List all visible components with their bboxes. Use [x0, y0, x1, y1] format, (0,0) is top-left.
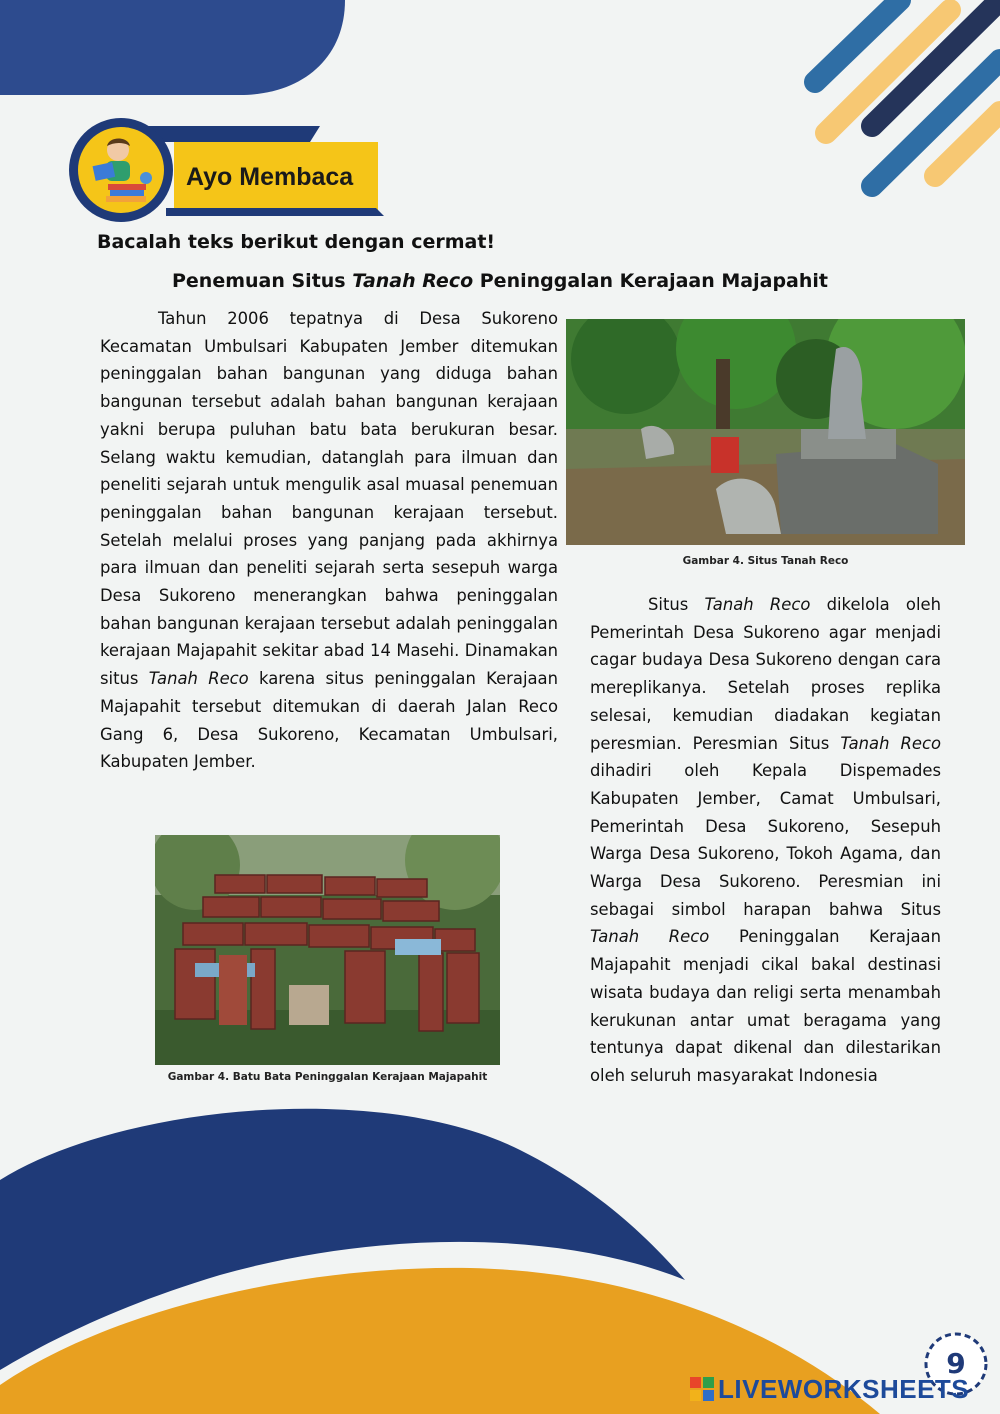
bricks-photo-caption: Gambar 4. Batu Bata Peninggalan Kerajaan Majapahit [167, 1071, 488, 1083]
top-left-wave-shape [0, 0, 345, 95]
site-photo-tanah-reco [566, 319, 965, 545]
badge-title: Ayo Membaca [186, 163, 354, 191]
liveworksheets-logo-icon [690, 1377, 714, 1401]
bricks-photo [155, 835, 500, 1065]
site-photo-caption: Gambar 4. Situs Tanah Reco [682, 555, 849, 567]
page-number: 9 [946, 1347, 966, 1380]
liveworksheets-watermark [690, 1372, 969, 1406]
watermark-text: LIVEWORKSHEETS [718, 1373, 970, 1404]
reading-instruction: Bacalah teks berikut dengan cermat! [97, 231, 496, 253]
right-column-paragraph: Situs Tanah Reco dikelola oleh Pemerintah Desa Sukoreno agar menjadi cagar budaya Desa Sukoreno dengan cara mereplikanya. Setelah proses replika selesai, kemudian diadakan kegiatan peresmian. Peresmian Situs Tanah Reco dihadiri oleh Kepala Dispemades Kabupaten Jember, Camat Umbulsari, Pemerintah Desa Sukoreno, Sesepuh Warga Desa Sukoreno, Tokoh Agama, dan Warga Desa Sukoreno. Peresmian ini sebagai simbol harapan bahwa Situs Tanah Reco Peninggalan Kerajaan Majapahit menjadi cikal bakal destinasi wisata budaya dan religi serta menambah kerukunan antar umat beragama yang tentunya dapat dikenal dan dilestarikan oleh seluruh masyarakat Indonesia [590, 595, 941, 1085]
left-column-paragraph: Tahun 2006 tepatnya di Desa Sukoreno Kecamatan Umbulsari Kabupaten Jember ditemukan peninggalan bahan bangunan yang diduga bahan bangunan tersebut adalah bahan bangunan kerajaan yakni berupa puluhan batu bata berukuran besar. Selang waktu kemudian, datanglah para ilmuan dan peneliti sejarah untuk mengulik asal muasal penemuan peninggalan bahan bangunan kerajaan tersebut. Setelah melalui proses yang panjang pada akhirnya para ilmuan dan peneliti sejarah serta sesepuh warga Desa Sukoreno menerangkan bahwa peninggalan bahan bangunan kerajaan tersebut adalah peninggalan kerajaan Majapahit sekitar abad 14 Masehi. Dinamakan situs Tanah Reco karena situs peninggalan Kerajaan Majapahit tersebut ditemukan di daerah Jalan Reco Gang 6, Desa Sukoreno, Kecamatan Umbulsari, Kabupaten Jember. [100, 309, 558, 772]
article-title: Penemuan Situs Tanah Reco Peninggalan Kerajaan Majapahit [171, 270, 828, 292]
